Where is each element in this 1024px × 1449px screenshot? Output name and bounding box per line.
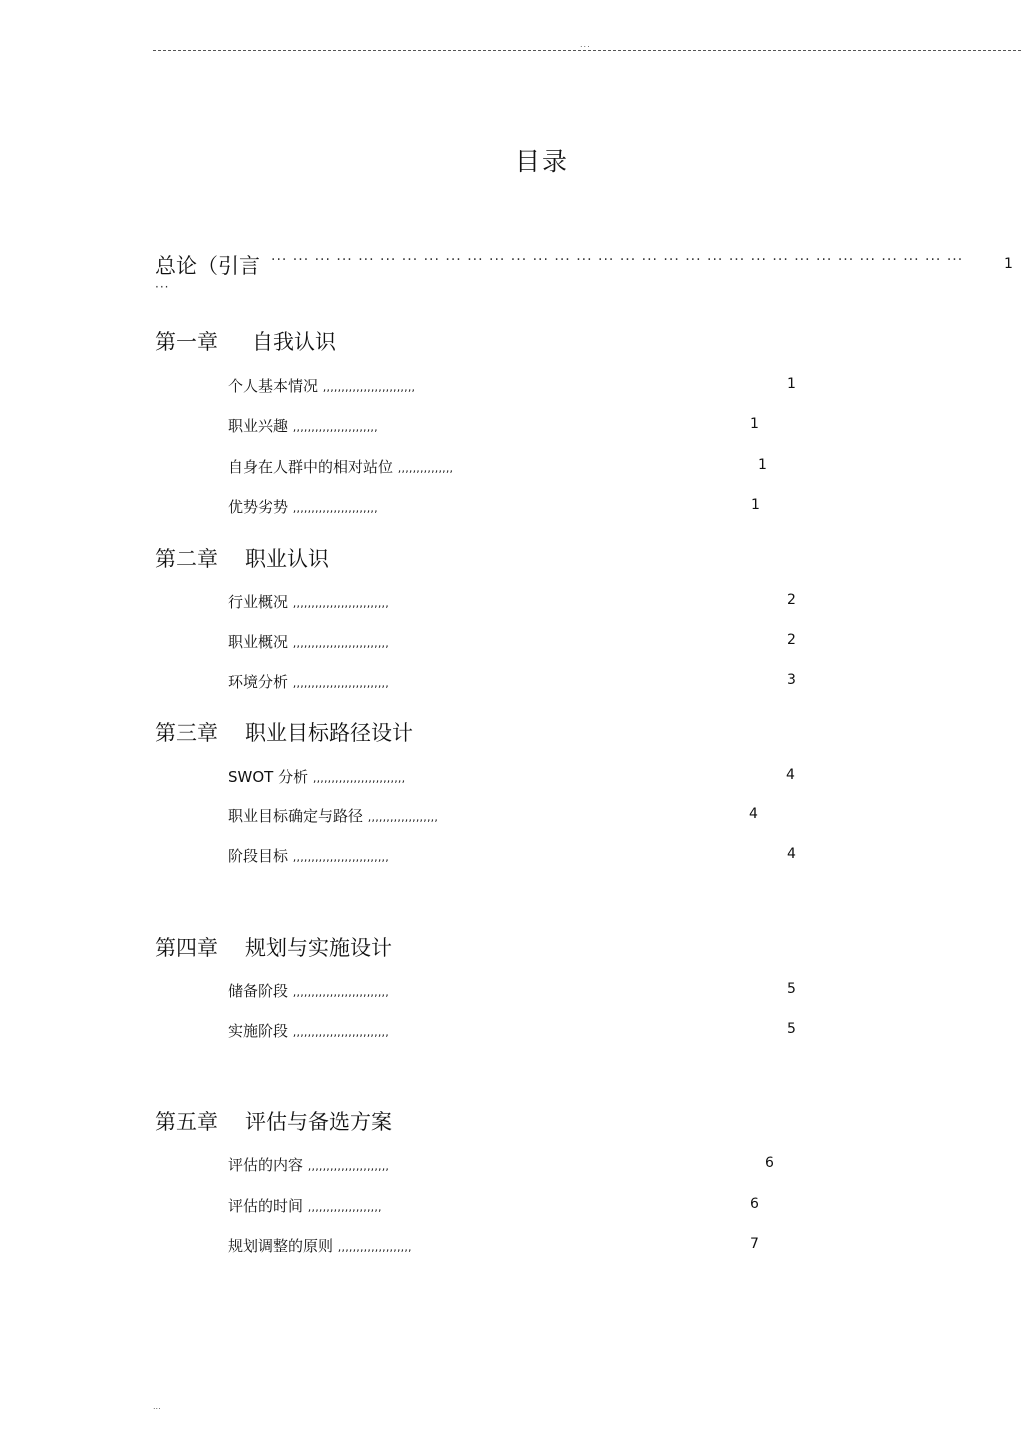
chapter-title: 职业认识 (245, 547, 329, 571)
chapter-heading-4[interactable] (155, 932, 392, 962)
toc-entry-leader: ,,,,,,,,,,,,,,,,,,,,,,, (292, 502, 378, 515)
toc-entry-page: 5 (787, 981, 796, 997)
footer-mark: ... (153, 1402, 161, 1411)
toc-entry-label: 自身在人群中的相对站位 (228, 458, 394, 476)
toc-entry[interactable] (228, 980, 389, 1001)
toc-intro-label: 总论（引言 (155, 254, 260, 278)
toc-entry-label: 职业目标确定与路径 (228, 807, 364, 825)
toc-intro-leader: ··· ··· ··· ··· ··· ··· ··· ··· ··· ··· ··· ··· ··· ··· ··· ··· ··· ··· ··· ··· ··· ··· ··· ··· ··· ··· ··· ··· ··· ··· ··· ··· (271, 252, 964, 268)
toc-entry-page: 5 (787, 1021, 796, 1037)
chapter-number: 第二章 (155, 547, 218, 571)
chapter-heading-3[interactable] (155, 717, 413, 747)
toc-entry[interactable] (228, 1235, 412, 1256)
toc-entry-leader: ,,,,,,,,,,,,,,,,,,,,,,,,,, (292, 677, 389, 690)
toc-entry[interactable] (228, 671, 389, 692)
toc-entry-leader: ,,,,,,,,,,,,,,,,,,,,,,,,, (312, 772, 406, 785)
toc-entry-page: 1 (787, 376, 796, 392)
toc-entry[interactable] (228, 631, 389, 652)
page-title: 目录 (514, 147, 569, 176)
toc-entry[interactable] (228, 1020, 389, 1041)
toc-entry[interactable] (228, 1154, 389, 1175)
toc-intro-row[interactable] (155, 250, 1015, 278)
toc-entry[interactable] (228, 845, 389, 866)
toc-entry-page: 6 (750, 1196, 759, 1212)
chapter-number: 第三章 (155, 721, 218, 745)
toc-entry[interactable] (228, 496, 378, 517)
toc-entry-leader: ,,,,,,,,,,,,,,,,,,,,,,,,, (322, 381, 416, 394)
toc-entry-leader: ,,,,,,,,,,,,,,,,,,,,,,,,,, (292, 597, 389, 610)
toc-entry-page: 4 (787, 846, 796, 862)
chapter-title: 自我认识 (252, 330, 336, 354)
toc-entry-page: 3 (787, 672, 796, 688)
chapter-heading-2[interactable] (155, 543, 329, 573)
toc-entry-leader: ,,,,,,,,,,,,,,, (397, 462, 454, 475)
chapter-title: 评估与备选方案 (245, 1110, 392, 1134)
toc-entry-leader: ,,,,,,,,,,,,,,,,,,, (367, 811, 439, 824)
chapter-heading-1[interactable] (155, 326, 336, 356)
toc-entry-page: 7 (750, 1236, 759, 1252)
toc-entry-label: 阶段目标 (228, 847, 289, 865)
toc-entry-label: 环境分析 (228, 673, 289, 691)
toc-intro-leader-wrap: ··· (155, 280, 170, 294)
toc-entry-leader: ,,,,,,,,,,,,,,,,,,,, (307, 1201, 382, 1214)
toc-entry[interactable] (228, 805, 438, 826)
chapter-number: 第五章 (155, 1110, 218, 1134)
toc-entry-leader: ,,,,,,,,,,,,,,,,,,,,,,,,,, (292, 1026, 389, 1039)
chapter-number: 第一章 (155, 330, 218, 354)
toc-entry-page: 1 (751, 497, 760, 513)
toc-entry-leader: ,,,,,,,,,,,,,,,,,,,,,,, (292, 421, 378, 434)
chapter-heading-5[interactable] (155, 1106, 392, 1136)
toc-entry-label: 个人基本情况 (228, 377, 319, 395)
toc-entry-label: 评估的时间 (228, 1197, 304, 1215)
toc-entry[interactable] (228, 456, 453, 477)
toc-entry[interactable] (228, 591, 389, 612)
toc-entry-label: 实施阶段 (228, 1022, 289, 1040)
chapter-number: 第四章 (155, 936, 218, 960)
toc-intro-page: 1 (1004, 256, 1013, 272)
chapter-title: 规划与实施设计 (245, 936, 392, 960)
toc-entry-leader: ,,,,,,,,,,,,,,,,,,,,,,,,,, (292, 986, 389, 999)
header-mark: ... (580, 40, 591, 49)
toc-entry-leader: ,,,,,,,,,,,,,,,,,,,,,, (307, 1160, 390, 1173)
toc-entry-label: 职业概况 (228, 633, 289, 651)
toc-entry-page: 6 (765, 1155, 774, 1171)
toc-entry-label: 职业兴趣 (228, 417, 289, 435)
chapter-title: 职业目标路径设计 (245, 721, 413, 745)
toc-entry-leader: ,,,,,,,,,,,,,,,,,,,,,,,,,, (292, 851, 389, 864)
toc-entry-leader: ,,,,,,,,,,,,,,,,,,,, (337, 1241, 412, 1254)
toc-entry-page: 2 (787, 632, 796, 648)
toc-entry[interactable] (228, 1195, 382, 1216)
toc-entry-page: 4 (786, 767, 795, 783)
toc-entry[interactable] (228, 415, 378, 436)
toc-entry-label: 评估的内容 (228, 1156, 304, 1174)
toc-entry-page: 1 (750, 416, 759, 432)
toc-entry-label: 储备阶段 (228, 982, 289, 1000)
toc-entry-leader: ,,,,,,,,,,,,,,,,,,,,,,,,,, (292, 637, 389, 650)
toc-entry[interactable] (228, 375, 415, 396)
toc-entry-label: 行业概况 (228, 593, 289, 611)
toc-entry-page: 1 (758, 457, 767, 473)
header-rule (153, 50, 1021, 51)
toc-entry-label: 规划调整的原则 (228, 1237, 334, 1255)
toc-entry-page: 2 (787, 592, 796, 608)
toc-entry[interactable] (228, 766, 405, 787)
toc-entry-label: SWOT 分析 (228, 768, 309, 786)
toc-entry-label: 优势劣势 (228, 498, 289, 516)
toc-entry-page: 4 (749, 806, 758, 822)
